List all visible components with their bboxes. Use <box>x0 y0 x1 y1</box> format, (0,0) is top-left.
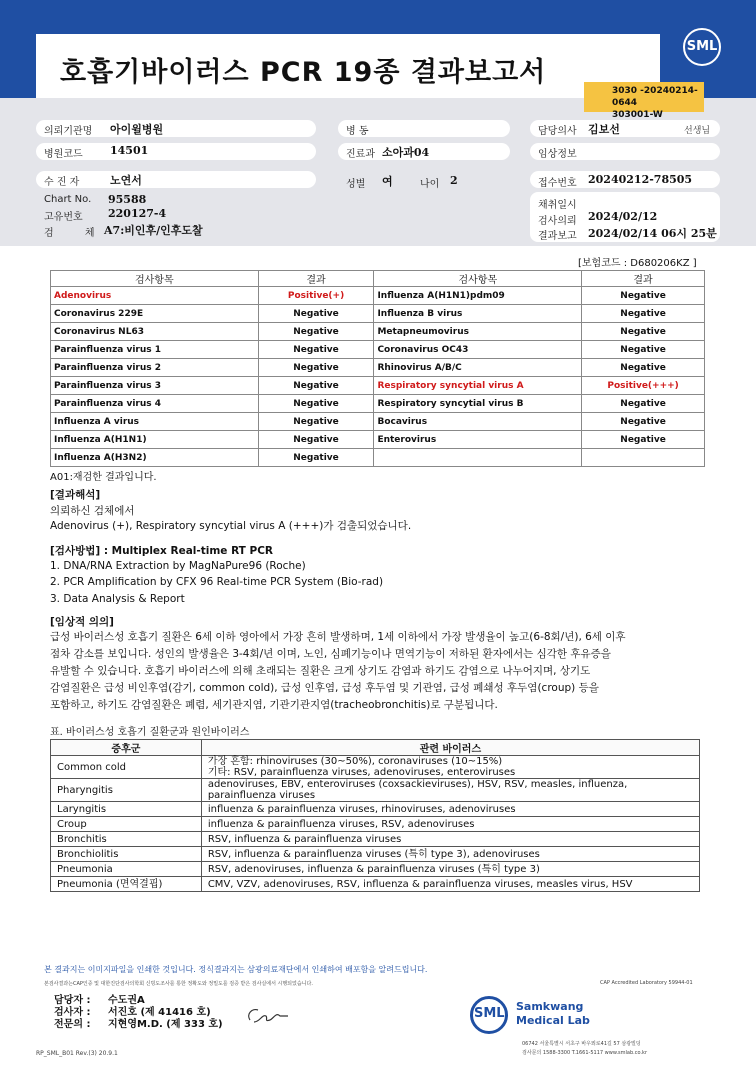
result-item-left: Parainfluenza virus 1 <box>51 341 259 359</box>
company-name <box>516 1000 590 1028</box>
clinical-line: 감염질환은 급성 비인후염(감기, common cold), 급성 인후염, 급성 후두염 및 기관염, 급성 폐쇄성 후두염(croup) 등을 <box>50 682 599 694</box>
doctor-suffix: 선생님 <box>684 126 711 136</box>
clinical-line: 포함하고, 하기도 감염질환은 폐렴, 세기관지염, 기관기관지염(tracheobronchitis)로 구분됩니다. <box>50 699 498 711</box>
header-viruses: 관련 바이러스 <box>201 740 699 756</box>
specimen-value: A7:비인후/인후도찰 <box>104 224 203 237</box>
interpretation-line2: Adenovirus (+), Respiratory syncytial virus A (+++)가 검출되었습니다. <box>50 520 412 532</box>
disease-row <box>51 862 700 877</box>
viruses-cell <box>201 779 699 802</box>
result-item-right: Metapneumovirus <box>374 323 582 341</box>
unique-value: 220127-4 <box>108 207 167 220</box>
result-value-right <box>582 449 705 467</box>
request-label: 검사의뢰 <box>538 216 577 227</box>
result-value-left: Negative <box>258 341 374 359</box>
disease-row <box>51 832 700 847</box>
barcode-line2: 303001-W <box>612 110 663 120</box>
disease-row <box>51 779 700 802</box>
report-value: 2024/02/14 06시 25분 <box>588 227 717 240</box>
sex-value: 여 <box>382 175 393 188</box>
sig-label-tester: 검사자 : <box>54 1007 91 1018</box>
result-value-left: Negative <box>258 431 374 449</box>
result-value-right: Negative <box>582 323 705 341</box>
result-value-left: Negative <box>258 449 374 467</box>
syndrome-cell: Pneumonia (면역결핍) <box>51 877 202 892</box>
signature-image <box>244 1004 296 1026</box>
receipt-label: 접수번호 <box>538 178 577 189</box>
header-item-right: 검사항목 <box>374 271 582 287</box>
syndrome-cell: Bronchitis <box>51 832 202 847</box>
result-item-left: Influenza A virus <box>51 413 259 431</box>
sig-value-staff: 수도권A <box>108 995 145 1006</box>
method-heading: [검사방법] : Multiplex Real-time RT PCR <box>50 545 273 557</box>
virus-line: RSV, adenoviruses, influenza & parainfluenza viruses (특히 type 3) <box>207 863 540 875</box>
disease-row <box>51 877 700 892</box>
result-item-left: Parainfluenza virus 4 <box>51 395 259 413</box>
disease-row <box>51 802 700 817</box>
doctor-label: 담당의사 <box>538 126 577 137</box>
syndrome-cell: Common cold <box>51 756 202 779</box>
chart-value: 95588 <box>108 193 147 206</box>
sml-logo-text: SML <box>474 1006 505 1021</box>
sig-label-specialist: 전문의 : <box>54 1019 91 1030</box>
disease-header-row <box>51 740 700 756</box>
result-item-left: Coronavirus NL63 <box>51 323 259 341</box>
hospital-code-value: 14501 <box>110 144 149 157</box>
company-name-line1: Samkwang <box>516 1000 584 1013</box>
virus-line: RSV, influenza & parainfluenza viruses <box>207 833 402 845</box>
virus-line: parainfluenza viruses <box>207 790 316 801</box>
result-value-right: Positive(+++) <box>582 377 705 395</box>
method-step-1: 1. DNA/RNA Extraction by MagNaPure96 (Roche) <box>50 560 306 572</box>
result-row <box>51 305 705 323</box>
disease-table-caption: 표. 바이러스성 호흡기 질환군과 원인바이러스 <box>50 727 250 738</box>
result-item-left: Parainfluenza virus 2 <box>51 359 259 377</box>
virus-line: CMV, VZV, adenoviruses, RSV, influenza & parainfluenza viruses, measles virus, HSV <box>207 878 633 890</box>
result-value-left: Negative <box>258 323 374 341</box>
result-row <box>51 449 705 467</box>
barcode-label <box>584 82 704 120</box>
collect-label: 채취일시 <box>538 200 577 211</box>
virus-line: RSV, influenza & parainfluenza viruses (특히 type 3), adenoviruses <box>207 848 540 860</box>
footer-fine-print: 본검사결과는CAP인증 및 대한진단검사의학회 신빙도조사를 통한 정확도와 정밀도를 검증 받은 검사실에서 시행되었습니다. <box>44 981 313 987</box>
company-address: 06742 서울특별시 서초구 바우뫼로41길 57 삼광빌딩 <box>522 1041 641 1047</box>
method-step-3: 3. Data Analysis & Report <box>50 593 185 605</box>
unique-label: 고유번호 <box>44 212 83 223</box>
header-item-left: 검사항목 <box>51 271 259 287</box>
report-label: 결과보고 <box>538 231 577 242</box>
result-row <box>51 323 705 341</box>
result-row <box>51 341 705 359</box>
syndrome-cell: Laryngitis <box>51 802 202 817</box>
result-item-right: Influenza B virus <box>374 305 582 323</box>
results-header-row <box>51 271 705 287</box>
interpretation-line1: 의뢰하신 검체에서 <box>50 505 135 517</box>
result-row <box>51 395 705 413</box>
result-item-left: Adenovirus <box>51 287 259 305</box>
patient-name-value: 노연서 <box>110 174 142 187</box>
barcode-line1: 3030 -20240214-0644 <box>612 86 698 108</box>
syndrome-cell: Bronchiolitis <box>51 847 202 862</box>
insurance-code: [보험코드 : D680206KZ ] <box>578 258 697 269</box>
result-item-right: Respiratory syncytial virus A <box>374 377 582 395</box>
hospital-code-label: 병원코드 <box>44 149 83 160</box>
cap-accreditation: CAP Accredited Laboratory 59944-01 <box>600 980 693 986</box>
result-item-right: Rhinovirus A/B/C <box>374 359 582 377</box>
result-item-left: Parainfluenza virus 3 <box>51 377 259 395</box>
result-item-right: Coronavirus OC43 <box>374 341 582 359</box>
result-value-right: Negative <box>582 395 705 413</box>
virus-line: 가장 흔함: rhinoviruses (30~50%), coronaviruses (10~15%) <box>207 756 503 767</box>
receipt-value: 20240212-78505 <box>588 173 693 186</box>
result-item-right: Respiratory syncytial virus B <box>374 395 582 413</box>
dept-value: 소아과04 <box>382 146 430 159</box>
age-label: 나이 <box>420 179 440 190</box>
clinical-line: 급성 바이러스성 호흡기 질환은 6세 이하 영아에서 가장 흔히 발생하며, 1세 이하에서 가장 발생율이 높고(6-8회/년), 6세 이후 <box>50 631 626 643</box>
result-item-right: Bocavirus <box>374 413 582 431</box>
result-item-left: Influenza A(H3N2) <box>51 449 259 467</box>
specimen-label: 검 체 <box>44 228 109 239</box>
disease-row <box>51 847 700 862</box>
method-step-2: 2. PCR Amplification by CFX 96 Real-time PCR System (Bio-rad) <box>50 576 384 588</box>
result-value-right: Negative <box>582 431 705 449</box>
syndrome-cell: Pharyngitis <box>51 779 202 802</box>
result-value-left: Negative <box>258 377 374 395</box>
interpretation-heading: [결과해석] <box>50 489 101 501</box>
viruses-cell <box>201 877 699 892</box>
result-value-left: Negative <box>258 359 374 377</box>
result-item-left: Influenza A(H1N1) <box>51 431 259 449</box>
virus-line: influenza & parainfluenza viruses, rhinoviruses, adenoviruses <box>207 803 516 815</box>
company-name-line2: Medical Lab <box>516 1014 590 1027</box>
footer-notice: 본 결과지는 이미지파일을 인쇄한 것입니다. 정식결과지는 삼광의료재단에서 인쇄하여 배포함을 알려드립니다. <box>44 965 428 974</box>
result-row <box>51 359 705 377</box>
header-result-right: 결과 <box>582 271 705 287</box>
age-value: 2 <box>450 174 458 187</box>
patient-name-label: 수 진 자 <box>44 177 80 188</box>
result-row <box>51 413 705 431</box>
institution-value: 아이윌병원 <box>110 123 164 136</box>
result-item-right: Enterovirus <box>374 431 582 449</box>
sig-label-staff: 담당자 : <box>54 995 91 1006</box>
request-value: 2024/02/12 <box>588 210 658 223</box>
result-row <box>51 287 705 305</box>
sig-value-specialist: 지현영M.D. (제 333 호) <box>108 1019 223 1030</box>
result-item-right: Influenza A(H1N1)pdm09 <box>374 287 582 305</box>
result-value-left: Negative <box>258 395 374 413</box>
result-row <box>51 377 705 395</box>
sig-value-tester: 서진호 (제 41416 호) <box>108 1007 211 1018</box>
sml-logo-icon: SML <box>683 28 721 66</box>
virus-line: influenza & parainfluenza viruses, RSV, adenoviruses <box>207 818 475 830</box>
report-title: 호흡기바이러스 PCR 19종 결과보고서 <box>60 57 547 88</box>
syndrome-cell: Pneumonia <box>51 862 202 877</box>
virus-line: 기타: RSV, parainfluenza viruses, adenoviruses, enteroviruses <box>207 767 516 778</box>
doctor-value: 김보선 <box>588 123 620 136</box>
result-row <box>51 431 705 449</box>
dept-label: 진료과 <box>346 149 375 160</box>
result-value-right: Negative <box>582 413 705 431</box>
disease-row <box>51 817 700 832</box>
ward-label: 병 동 <box>346 126 369 137</box>
result-value-right: Negative <box>582 305 705 323</box>
syndrome-cell: Croup <box>51 817 202 832</box>
chart-label: Chart No. <box>44 194 92 205</box>
header-result-left: 결과 <box>258 271 374 287</box>
results-table <box>50 270 705 467</box>
result-value-right: Negative <box>582 287 705 305</box>
company-phone: 검사문의 1588-3300 T.1661-5117 www.smlab.co.kr <box>522 1050 647 1056</box>
viruses-cell <box>201 862 699 877</box>
result-value-left: Negative <box>258 305 374 323</box>
viruses-cell <box>201 847 699 862</box>
viruses-cell <box>201 817 699 832</box>
result-item-right <box>374 449 582 467</box>
clinical-paragraph <box>50 629 690 714</box>
virus-line: adenoviruses, EBV, enteroviruses (coxsackieviruses), HSV, RSV, measles, influenza, <box>207 779 628 790</box>
header-syndrome: 증후군 <box>51 740 202 756</box>
institution-label: 의뢰기관명 <box>44 126 93 137</box>
clinical-line: 점차 감소를 보입니다. 성인의 발생율은 3-4회/년 이며, 노인, 심폐기능이나 면역기능이 저하된 환자에서는 심각한 후유증을 <box>50 648 611 660</box>
clinical-line: 유발할 수 있습니다. 호흡기 바이러스에 의해 초래되는 질환은 크게 상기도 감염과 하기도 감염으로 나누어지며, 상기도 <box>50 665 591 677</box>
form-code: RP_SML_B01 Rev.(3) 20.9.1 <box>36 1050 118 1057</box>
result-value-left: Negative <box>258 413 374 431</box>
result-value-right: Negative <box>582 359 705 377</box>
result-item-left: Coronavirus 229E <box>51 305 259 323</box>
result-value-left: Positive(+) <box>258 287 374 305</box>
result-value-right: Negative <box>582 341 705 359</box>
disease-table <box>50 739 700 892</box>
viruses-cell <box>201 802 699 817</box>
disease-row <box>51 756 700 779</box>
retest-note: A01:재검한 결과입니다. <box>50 472 157 483</box>
sex-label: 성별 <box>346 179 366 190</box>
viruses-cell <box>201 832 699 847</box>
clinical-info-label: 임상정보 <box>538 149 577 160</box>
clinical-heading: [임상적 의의] <box>50 616 114 628</box>
viruses-cell <box>201 756 699 779</box>
